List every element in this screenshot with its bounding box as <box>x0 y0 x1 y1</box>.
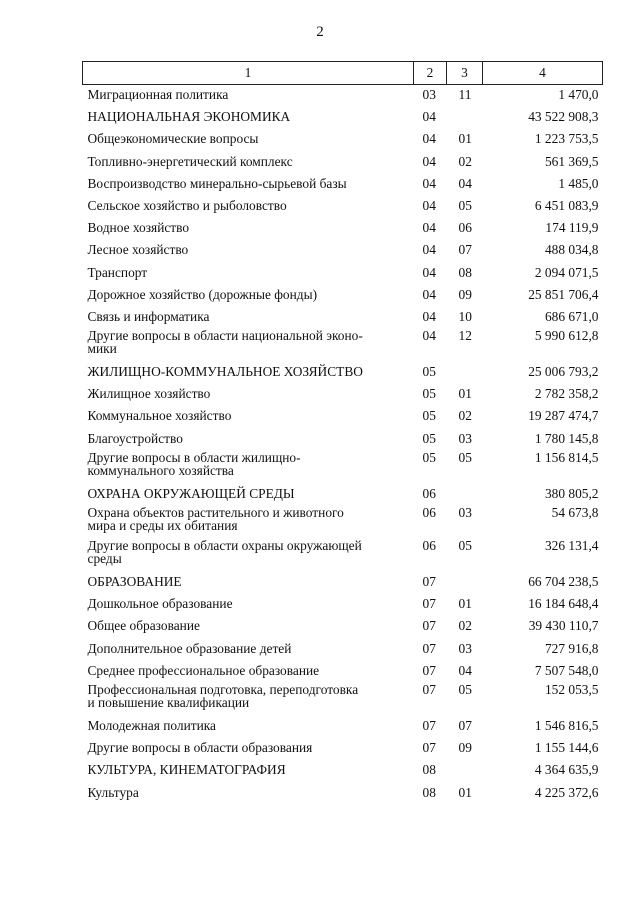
table-row <box>83 716 603 738</box>
row-subsection: 03 <box>458 640 472 656</box>
table-row <box>83 218 603 240</box>
row-amount: 1 780 145,8 <box>534 430 599 446</box>
row-name: Молодежная политика <box>87 717 217 733</box>
table-row <box>83 429 603 451</box>
table-row <box>83 196 603 218</box>
row-amount: 25 006 793,2 <box>528 364 599 380</box>
table-row <box>83 384 603 406</box>
row-subsection: 09 <box>458 286 472 302</box>
row-subsection: 02 <box>458 618 472 634</box>
row-section: 04 <box>422 242 436 258</box>
table-row <box>83 616 603 638</box>
row-name: Миграционная политика <box>87 87 229 102</box>
row-subsection: 12 <box>458 328 472 344</box>
row-section: 07 <box>422 640 436 656</box>
row-amount: 1 223 753,5 <box>534 131 599 147</box>
header-subsection: 3 <box>447 62 483 85</box>
row-name <box>83 451 414 484</box>
row-subsection: 02 <box>458 408 472 424</box>
row-section: 06 <box>422 505 436 520</box>
row-section: 04 <box>422 308 436 324</box>
row-amount: 1 546 816,5 <box>534 717 599 733</box>
row-subsection: 06 <box>458 220 472 236</box>
row-name: Дорожное хозяйство (дорожные фонды) <box>87 286 318 302</box>
header-amount: 4 <box>483 62 603 85</box>
row-name: Топливно-энергетический комплекс <box>87 153 293 169</box>
row-section: 07 <box>422 596 436 612</box>
table-row <box>83 639 603 661</box>
row-name-line: мира и среды их обитания <box>87 518 238 533</box>
table-row <box>83 152 603 174</box>
row-section: 03 <box>422 87 436 102</box>
row-name-line: Профессиональная подготовка, переподготовка <box>87 681 359 697</box>
table-row <box>83 661 603 683</box>
row-subsection: 04 <box>458 175 472 191</box>
row-section: 04 <box>422 197 436 213</box>
row-name <box>83 539 414 572</box>
row-subsection: 02 <box>458 153 472 169</box>
table-row <box>83 506 603 539</box>
row-subsection: 07 <box>458 242 472 258</box>
table-row <box>83 240 603 262</box>
row-amount: 152 053,5 <box>544 681 599 697</box>
row-section: 05 <box>422 408 436 424</box>
row-section: 07 <box>422 717 436 733</box>
row-amount: 488 034,8 <box>544 242 599 258</box>
row-amount: 1 470,0 <box>558 87 599 102</box>
table-row <box>83 362 603 384</box>
row-name: Коммунальное хозяйство <box>87 408 232 424</box>
row-amount: 2 782 358,2 <box>534 386 599 402</box>
page-number: 2 <box>316 24 324 40</box>
row-name-line: Другие вопросы в области жилищно- <box>87 449 301 465</box>
table-row <box>83 683 603 716</box>
row-subsection: 10 <box>458 308 472 324</box>
row-section: 07 <box>422 662 436 678</box>
row-amount: 16 184 648,4 <box>528 596 599 612</box>
row-section: 07 <box>422 618 436 634</box>
row-subsection: 01 <box>458 386 472 402</box>
budget-table <box>82 61 603 805</box>
row-name: НАЦИОНАЛЬНАЯ ЭКОНОМИКА <box>87 109 291 125</box>
row-section: 04 <box>422 264 436 280</box>
row-section: 05 <box>422 449 436 465</box>
row-section: 04 <box>422 220 436 236</box>
table-row <box>83 129 603 151</box>
row-name: ЖИЛИЩНО-КОММУНАЛЬНОЕ ХОЗЯЙСТВО <box>87 364 363 380</box>
row-amount: 1 155 144,6 <box>534 740 599 756</box>
row-section: 04 <box>422 109 436 125</box>
row-name-line: Другие вопросы в области охраны окружающей <box>87 538 362 553</box>
row-name: Сельское хозяйство и рыболовство <box>87 197 287 213</box>
row-section: 04 <box>422 328 436 344</box>
row-amount: 561 369,5 <box>544 153 599 169</box>
row-section: 05 <box>422 364 436 380</box>
row-amount: 6 451 083,9 <box>534 197 599 213</box>
row-name: Транспорт <box>87 264 148 280</box>
row-name: Культура <box>87 784 139 800</box>
row-name-line: среды <box>87 551 122 566</box>
row-subsection: 05 <box>458 197 472 213</box>
row-section: 07 <box>422 681 436 697</box>
row-subsection: 05 <box>458 538 472 553</box>
row-amount: 43 522 908,3 <box>528 109 599 125</box>
row-name: ОБРАЗОВАНИЕ <box>87 574 182 589</box>
row-name: Общее образование <box>87 618 200 634</box>
row-subsection: 01 <box>458 596 472 612</box>
row-amount: 54 673,8 <box>551 505 599 520</box>
row-name: Водное хозяйство <box>87 220 190 236</box>
row-name: Благоустройство <box>87 430 183 446</box>
row-name: Жилищное хозяйство <box>87 386 211 402</box>
header-section: 2 <box>414 62 447 85</box>
row-section: 07 <box>422 740 436 756</box>
table-row <box>83 760 603 782</box>
row-subsection: 01 <box>458 784 472 800</box>
row-subsection: 11 <box>458 87 472 102</box>
row-subsection: 05 <box>458 681 472 697</box>
row-amount: 1 156 814,5 <box>534 449 599 465</box>
row-subsection <box>447 362 483 384</box>
table-row <box>83 539 603 572</box>
table-row <box>83 738 603 760</box>
table-row <box>83 329 603 362</box>
row-subsection <box>447 107 483 129</box>
row-subsection: 01 <box>458 131 472 147</box>
row-name-line: Другие вопросы в области национальной эконо- <box>87 328 363 344</box>
row-amount: 174 119,9 <box>545 220 599 236</box>
row-amount: 5 990 612,8 <box>534 328 599 344</box>
row-section: 06 <box>422 538 436 553</box>
row-subsection: 08 <box>458 264 472 280</box>
row-section: 04 <box>422 153 436 169</box>
row-name: ОХРАНА ОКРУЖАЮЩЕЙ СРЕДЫ <box>87 485 295 501</box>
row-name: Лесное хозяйство <box>87 242 189 258</box>
row-name: Дошкольное образование <box>87 596 233 612</box>
row-name: Среднее профессиональное образование <box>87 662 320 678</box>
row-amount: 727 916,8 <box>544 640 599 656</box>
row-amount: 7 507 548,0 <box>534 662 599 678</box>
row-name: Связь и информатика <box>87 308 210 324</box>
row-subsection: 05 <box>458 449 472 465</box>
row-section: 05 <box>422 430 436 446</box>
row-section: 07 <box>422 574 436 589</box>
row-name <box>83 506 414 539</box>
row-amount: 380 805,2 <box>544 485 599 501</box>
row-section: 04 <box>422 175 436 191</box>
row-name: КУЛЬТУРА, КИНЕМАТОГРАФИЯ <box>87 762 286 778</box>
row-subsection: 04 <box>458 662 472 678</box>
row-section: 08 <box>422 762 436 778</box>
table-row <box>83 594 603 616</box>
row-name-line: коммунального хозяйства <box>87 462 234 478</box>
row-section: 04 <box>422 131 436 147</box>
row-subsection: 09 <box>458 740 472 756</box>
row-section: 04 <box>422 286 436 302</box>
table-row <box>83 451 603 484</box>
row-amount: 4 364 635,9 <box>534 762 599 778</box>
row-name: Воспроизводство минерально-сырьевой базы <box>87 175 347 191</box>
row-subsection: 03 <box>458 430 472 446</box>
table-row <box>83 107 603 129</box>
row-name <box>83 683 414 716</box>
table-header-row <box>83 62 603 85</box>
table-row <box>83 174 603 196</box>
row-amount: 39 430 110,7 <box>528 618 599 634</box>
row-section: 06 <box>422 485 436 501</box>
row-amount: 1 485,0 <box>558 175 599 191</box>
row-subsection <box>447 760 483 782</box>
row-name: Другие вопросы в области образования <box>87 740 313 756</box>
table-row <box>83 263 603 285</box>
row-name-line: мики <box>87 341 117 357</box>
table-row <box>83 307 603 329</box>
header-name: 1 <box>83 62 414 85</box>
row-subsection <box>447 572 483 594</box>
row-subsection: 03 <box>458 505 472 520</box>
table-row <box>83 572 603 594</box>
row-amount: 686 671,0 <box>544 308 599 324</box>
row-amount: 4 225 372,6 <box>534 784 599 800</box>
row-section: 08 <box>422 784 436 800</box>
table-row <box>83 406 603 428</box>
table-row <box>83 484 603 506</box>
row-amount: 25 851 706,4 <box>528 286 599 302</box>
row-name: Общеэкономические вопросы <box>87 131 259 147</box>
row-subsection <box>447 484 483 506</box>
row-amount: 66 704 238,5 <box>528 574 599 589</box>
row-name: Дополнительное образование детей <box>87 640 292 656</box>
row-amount: 2 094 071,5 <box>534 264 599 280</box>
row-name-line: и повышение квалификации <box>87 694 250 710</box>
row-subsection: 07 <box>458 717 472 733</box>
table-row <box>83 85 603 108</box>
row-name <box>83 329 414 362</box>
row-name-line: Охрана объектов растительного и животного <box>87 505 344 520</box>
table-row <box>83 783 603 805</box>
table-row <box>83 285 603 307</box>
row-section: 05 <box>422 386 436 402</box>
row-amount: 326 131,4 <box>544 538 599 553</box>
row-amount: 19 287 474,7 <box>528 408 599 424</box>
